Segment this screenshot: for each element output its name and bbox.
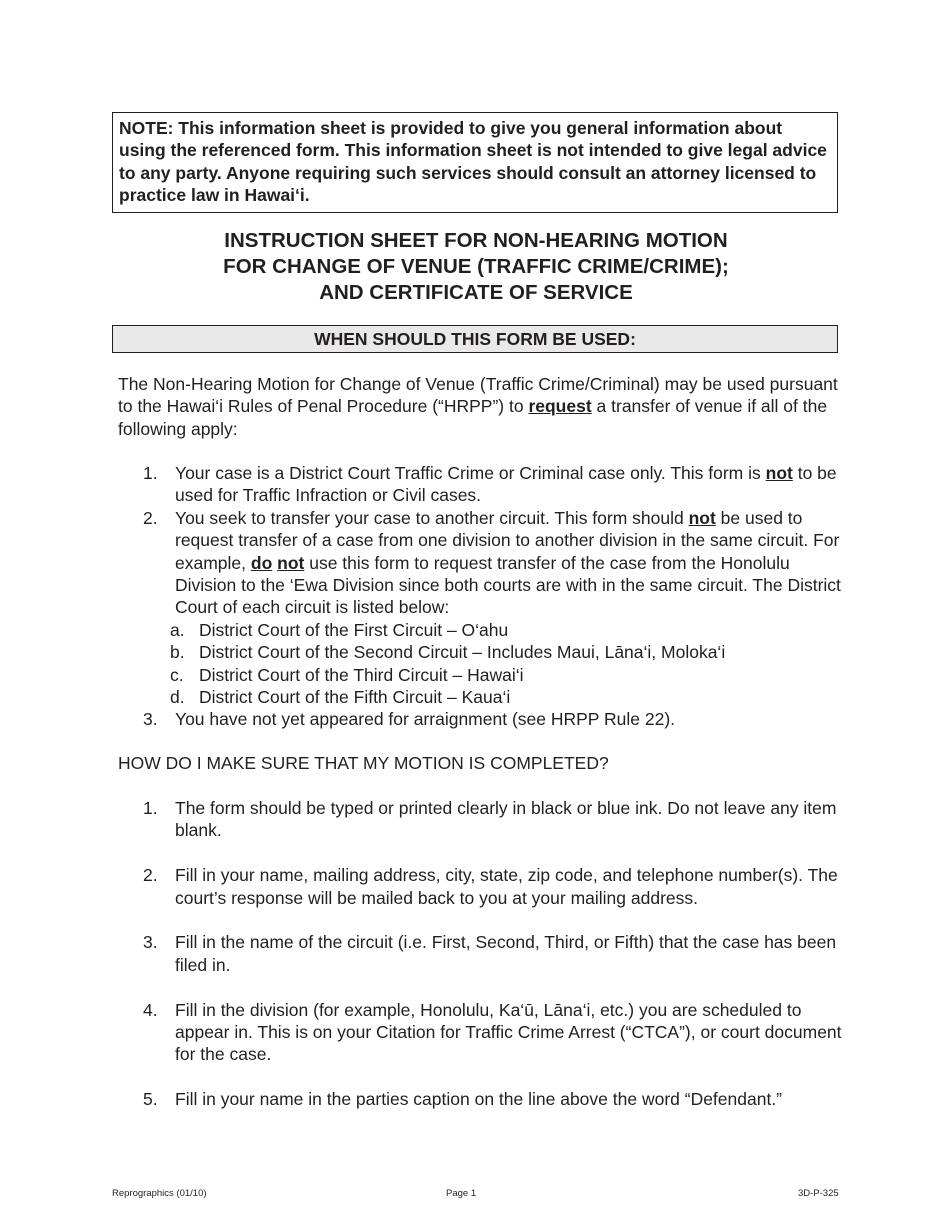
circuit-item bbox=[170, 686, 843, 708]
step-text: Fill in your name, mailing address, city, state, zip code, and telephone number(s). The court’s response will be mailed back to you at your mailing address. bbox=[175, 865, 838, 908]
item-number: 3. bbox=[143, 709, 158, 730]
completion-question: HOW DO I MAKE SURE THAT MY MOTION IS COMPLETED? bbox=[118, 753, 609, 773]
item-text-part: be used to request transfer of a case from one division to another division in the same circuit. For example, bbox=[175, 507, 840, 573]
page-title bbox=[112, 228, 840, 306]
circuit-letter: a. bbox=[170, 619, 185, 640]
circuit-text: District Court of the First Circuit – O‘ahu bbox=[199, 619, 509, 640]
intro-text-2: a transfer of venue if all of the following apply: bbox=[118, 396, 828, 439]
list-item bbox=[143, 1088, 843, 1110]
circuit-letter: d. bbox=[170, 687, 185, 708]
footer-page-number: Page 1 bbox=[446, 1188, 477, 1199]
item-emphasis: not bbox=[765, 463, 793, 483]
list-item bbox=[143, 462, 843, 507]
item-text: You have not yet appeared for arraignment (see HRPP Rule 22). bbox=[175, 709, 676, 730]
item-emphasis: not bbox=[688, 507, 716, 528]
title-line-2: FOR CHANGE OF VENUE (TRAFFIC CRIME/CRIME); bbox=[223, 255, 729, 278]
step-number: 1. bbox=[143, 798, 158, 818]
step-number: 3. bbox=[143, 932, 158, 953]
step-number: 2. bbox=[143, 865, 158, 886]
list-item bbox=[143, 507, 843, 619]
title-line-3: AND CERTIFICATE OF SERVICE bbox=[319, 281, 633, 304]
footer-form-number: 3D-P-325 bbox=[798, 1188, 839, 1199]
circuit-letter: b. bbox=[170, 642, 185, 663]
circuit-text: District Court of the Third Circuit – Hawai‘i bbox=[199, 664, 524, 685]
item-text-part: Your case is a District Court Traffic Crime or Criminal case only. This form is bbox=[175, 463, 766, 483]
list-item bbox=[143, 999, 843, 1066]
item-text-part: You seek to transfer your case to another circuit. This form should bbox=[175, 507, 689, 528]
intro-paragraph bbox=[118, 373, 838, 440]
steps-list bbox=[143, 797, 843, 1133]
list-item bbox=[143, 708, 843, 730]
step-text: Fill in your name in the parties caption on the line above the word “Defendant.” bbox=[175, 1089, 783, 1110]
list-item bbox=[143, 931, 843, 976]
item-emphasis: not bbox=[277, 552, 305, 573]
item-number: 1. bbox=[143, 463, 158, 483]
section-heading: WHEN SHOULD THIS FORM BE USED: bbox=[112, 325, 838, 353]
item-text-part: to be used for Traffic Infraction or Civil cases. bbox=[175, 463, 837, 506]
circuit-text: District Court of the Second Circuit – Includes Maui, Lāna‘i, Moloka‘i bbox=[199, 642, 726, 663]
item-text bbox=[175, 507, 843, 619]
circuit-item bbox=[170, 664, 843, 686]
step-number: 5. bbox=[143, 1089, 158, 1110]
step-number: 4. bbox=[143, 999, 158, 1020]
item-number: 2. bbox=[143, 507, 158, 528]
circuit-item bbox=[170, 641, 843, 663]
step-text: Fill in the name of the circuit (i.e. First, Second, Third, or Fifth) that the case has been filed in. bbox=[175, 932, 837, 975]
circuit-text: District Court of the Fifth Circuit – Kaua‘i bbox=[199, 687, 511, 708]
circuit-item bbox=[170, 619, 843, 641]
step-text: Fill in the division (for example, Honolulu, Ka‘ū, Lāna‘i, etc.) you are scheduled to appear in. This is on your Citation for Traffic Crime Arrest (“CTCA”), or court document for the case. bbox=[175, 999, 842, 1065]
circuit-letter: c. bbox=[170, 664, 184, 685]
disclaimer-note: NOTE: This information sheet is provided to give you general information about using the referenced form. This information sheet is not intended to give legal advice to any party. Anyone requiring such services should consult an attorney licensed to practice law in Hawai‘i. bbox=[112, 112, 838, 213]
item-text bbox=[175, 462, 843, 507]
footer-reprographics: Reprographics (01/10) bbox=[112, 1188, 207, 1199]
item-emphasis: do bbox=[250, 552, 273, 573]
list-item bbox=[143, 797, 843, 842]
conditions-list bbox=[143, 462, 843, 731]
intro-text-1: The Non-Hearing Motion for Change of Venue (Traffic Crime/Criminal) may be used pursuant to the Hawai‘i Rules of Penal Procedure (“HRPP”) to bbox=[118, 374, 838, 417]
item-text-part: use this form to request transfer of the case from the Honolulu Division to the ‘Ewa Division since both courts are with in the same circuit. The District Court of each circuit is listed below: bbox=[175, 552, 841, 618]
title-line-1: INSTRUCTION SHEET FOR NON-HEARING MOTION bbox=[224, 229, 728, 252]
intro-emphasis: request bbox=[528, 396, 592, 417]
step-text: The form should be typed or printed clearly in black or blue ink. Do not leave any item blank. bbox=[175, 798, 837, 841]
list-item bbox=[143, 864, 843, 909]
